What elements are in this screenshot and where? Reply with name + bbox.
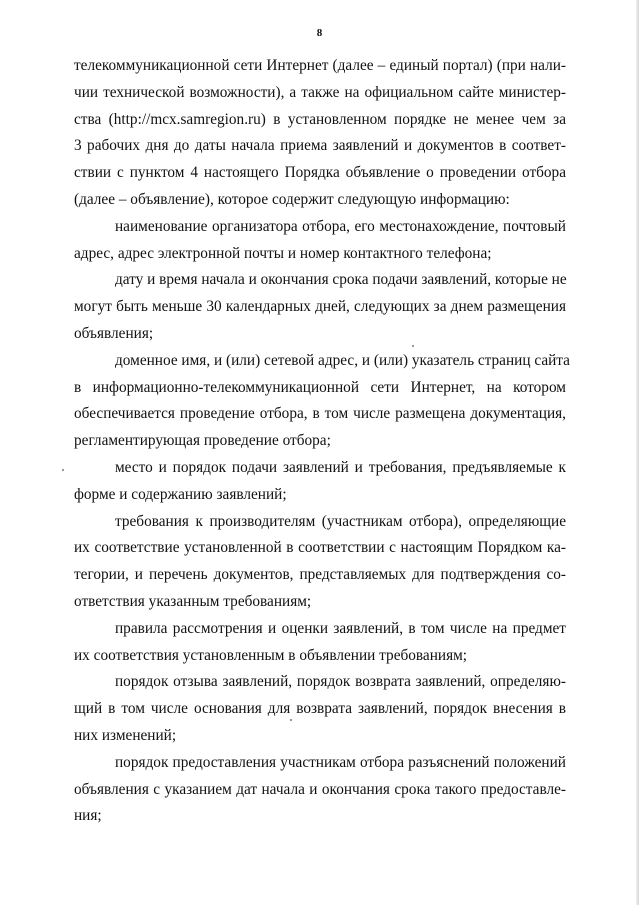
scan-speck xyxy=(62,469,64,471)
text-line: ства (http://mcx.samregion.ru) в установленном порядке не менее чем за xyxy=(74,110,566,128)
list-item-first-line: доменное имя, и (или) сетевой адрес, и (или) указатель страниц сайта xyxy=(115,351,570,369)
text-line: форме и содержанию заявлений; xyxy=(74,485,287,503)
text-line: ствии с пунктом 4 настоящего Порядка объявление о проведении отбора xyxy=(74,164,566,182)
list-item-first-line: требования к производителям (участникам отбора), определяющие xyxy=(115,512,566,530)
text-line: их соответствия установленным в объявлении требованиям; xyxy=(74,646,468,664)
list-item-first-line: правила рассмотрения и оценки заявлений, в том числе на предмет xyxy=(115,619,566,637)
text-line: объявления с указанием дат начала и окончания срока такого предоставле- xyxy=(74,780,566,798)
text-line: них изменений; xyxy=(74,726,177,744)
scan-speck xyxy=(412,345,414,347)
document-body xyxy=(74,53,570,830)
text-line: в информационно-телекоммуникационной сети Интернет, на котором xyxy=(74,378,566,396)
text-line: щий в том числе основания для возврата заявлений, порядок внесения в xyxy=(74,700,566,718)
list-item-first-line: место и порядок подачи заявлений и требования, предъявляемые к xyxy=(115,458,566,476)
text-line: адрес, адрес электронной почты и номер контактного телефона; xyxy=(74,244,492,262)
text-line: могут быть меньше 30 календарных дней, следующих за днем размещения xyxy=(74,298,566,316)
list-item-first-line: порядок предоставления участникам отбора разъяснений положений xyxy=(115,753,566,771)
text-line: ния; xyxy=(74,807,102,825)
text-line: 3 рабочих дня до даты начала приема заявлений и документов в соответ- xyxy=(74,137,566,155)
list-item-first-line: порядок отзыва заявлений, порядок возврата заявлений, определяю- xyxy=(115,673,566,691)
text-line: их соответствие установленной в соответствии с настоящим Порядком ка- xyxy=(74,539,566,557)
text-line: объявления; xyxy=(74,324,154,342)
list-item-first-line: наименование организатора отбора, его местонахождение, почтовый xyxy=(115,217,566,235)
list-item-first-line: дату и время начала и окончания срока подачи заявлений, которые не xyxy=(115,271,567,289)
page-number: 8 xyxy=(316,27,323,39)
text-line: чии технической возможности), а также на официальном сайте министер- xyxy=(74,83,566,101)
text-line: ответствия указанным требованиям; xyxy=(74,592,312,610)
text-line: тегории, и перечень документов, представляемых для подтверждения со- xyxy=(74,566,566,584)
text-line: регламентирующая проведение отбора; xyxy=(74,432,331,450)
scan-speck xyxy=(290,719,292,721)
text-line: обеспечивается проведение отбора, в том числе размещена документация, xyxy=(74,405,566,423)
text-line: (далее – объявление), которое содержит следующую информацию: xyxy=(74,190,510,208)
text-line: телекоммуникационной сети Интернет (далее – единый портал) (при нали- xyxy=(74,57,566,74)
